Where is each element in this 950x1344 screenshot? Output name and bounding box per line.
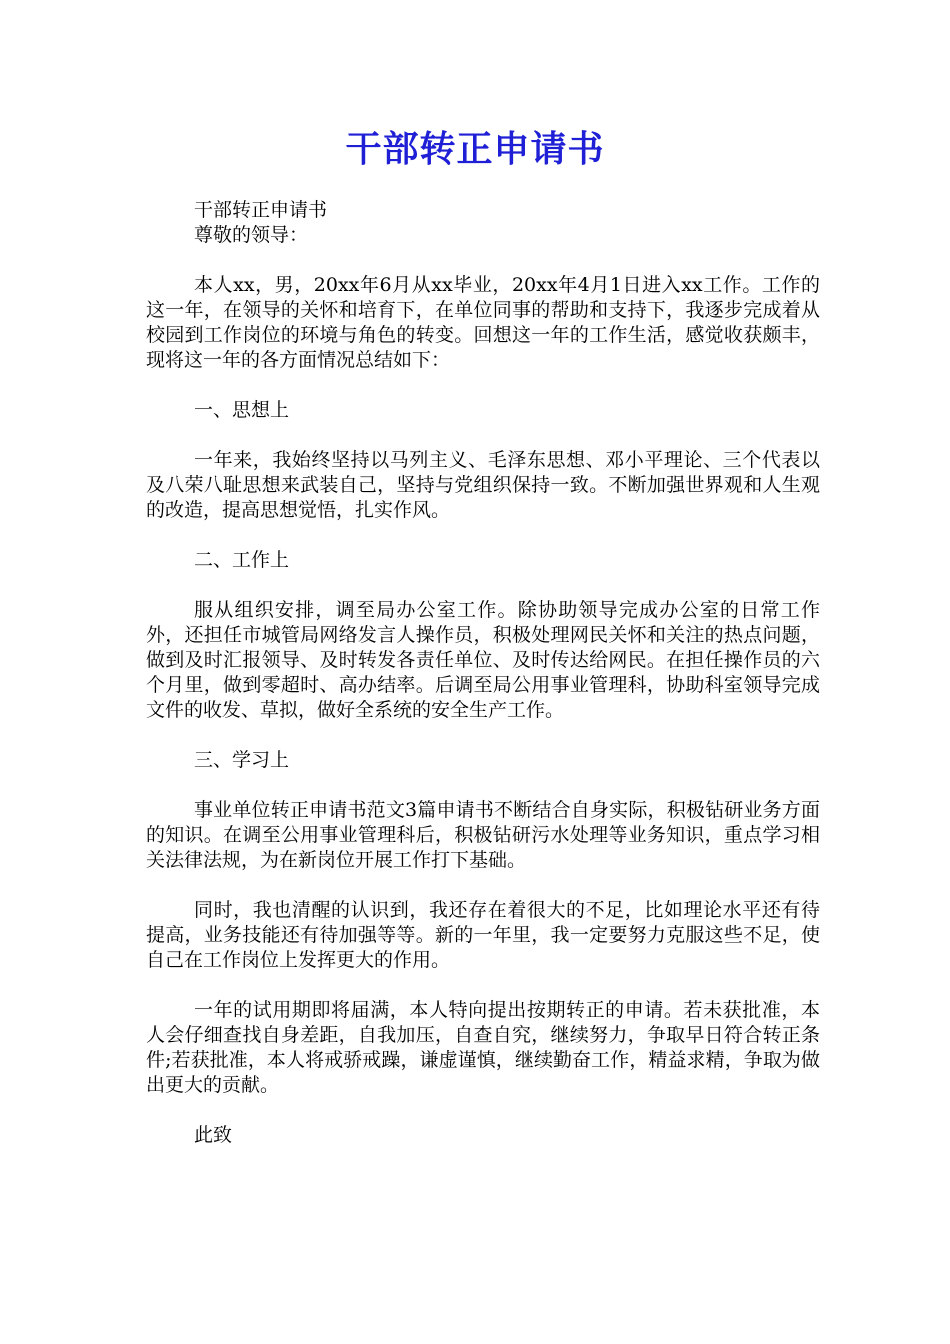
- spacer: [146, 723, 820, 748]
- document-subtitle: 干部转正申请书: [194, 199, 328, 221]
- section-heading-study: 三、学习上: [194, 749, 290, 771]
- spacer: [146, 1098, 820, 1123]
- spacer: [146, 573, 820, 598]
- self-assessment-paragraph: 同时，我也清醒的认识到，我还存在着很大的不足，比如理论水平还有待提高，业务技能还有待加强等等。新的一年里，我一定要努力克服这些不足，使自己在工作岗位上发挥更大的作用。: [146, 899, 820, 971]
- salutation: 尊敬的领导：: [194, 224, 309, 246]
- request-paragraph: 一年的试用期即将届满，本人特向提出按期转正的申请。若未获批准，本人会仔细查找自身差距，自我加压，自查自究，继续努力，争取早日符合转正条件;若获批准，本人将戒骄戒躁，谦虚谨慎，继续勤奋工作，精益求精，争取为做出更大的贡献。: [146, 999, 820, 1096]
- section-heading-work: 二、工作上: [194, 549, 290, 571]
- spacer: [146, 973, 820, 998]
- work-paragraph: 服从组织安排，调至局办公室工作。除协助领导完成办公室的日常工作外，还担任市城管局网络发言人操作员，积极处理网民关怀和关注的热点问题，做到及时汇报领导、及时转发各责任单位、及时传达给网民。在担任操作员的六个月里，做到零超时、高办结率。后调至局公用事业管理科，协助科室领导完成文件的收发、草拟，做好全系统的安全生产工作。: [146, 599, 820, 721]
- thought-paragraph: 一年来，我始终坚持以马列主义、毛泽东思想、邓小平理论、三个代表以及八荣八耻思想来武装自己，坚持与党组织保持一致。不断加强世界观和人生观的改造，提高思想觉悟，扎实作风。: [146, 449, 820, 521]
- spacer: [146, 248, 820, 273]
- spacer: [146, 873, 820, 898]
- document-body: [146, 198, 820, 1148]
- document-title: 干部转正申请书: [345, 129, 605, 170]
- closing-line: 此致: [194, 1124, 233, 1146]
- spacer: [146, 423, 820, 448]
- spacer: [146, 523, 820, 548]
- study-paragraph: 事业单位转正申请书范文3篇申请书不断结合自身实际，积极钻研业务方面的知识。在调至公用事业管理科后，积极钻研污水处理等业务知识，重点学习相关法律法规，为在新岗位开展工作打下基础。: [146, 799, 820, 871]
- intro-paragraph: 本人xx，男，20xx年6月从xx毕业，20xx年4月1日进入xx工作。工作的这一年，在领导的关怀和培育下，在单位同事的帮助和支持下，我逐步完成着从校园到工作岗位的环境与角色的转变。回想这一年的工作生活，感觉收获颇丰，现将这一年的各方面情况总结如下：: [146, 274, 820, 371]
- spacer: [146, 773, 820, 798]
- section-heading-thought: 一、思想上: [194, 399, 290, 421]
- spacer: [146, 373, 820, 398]
